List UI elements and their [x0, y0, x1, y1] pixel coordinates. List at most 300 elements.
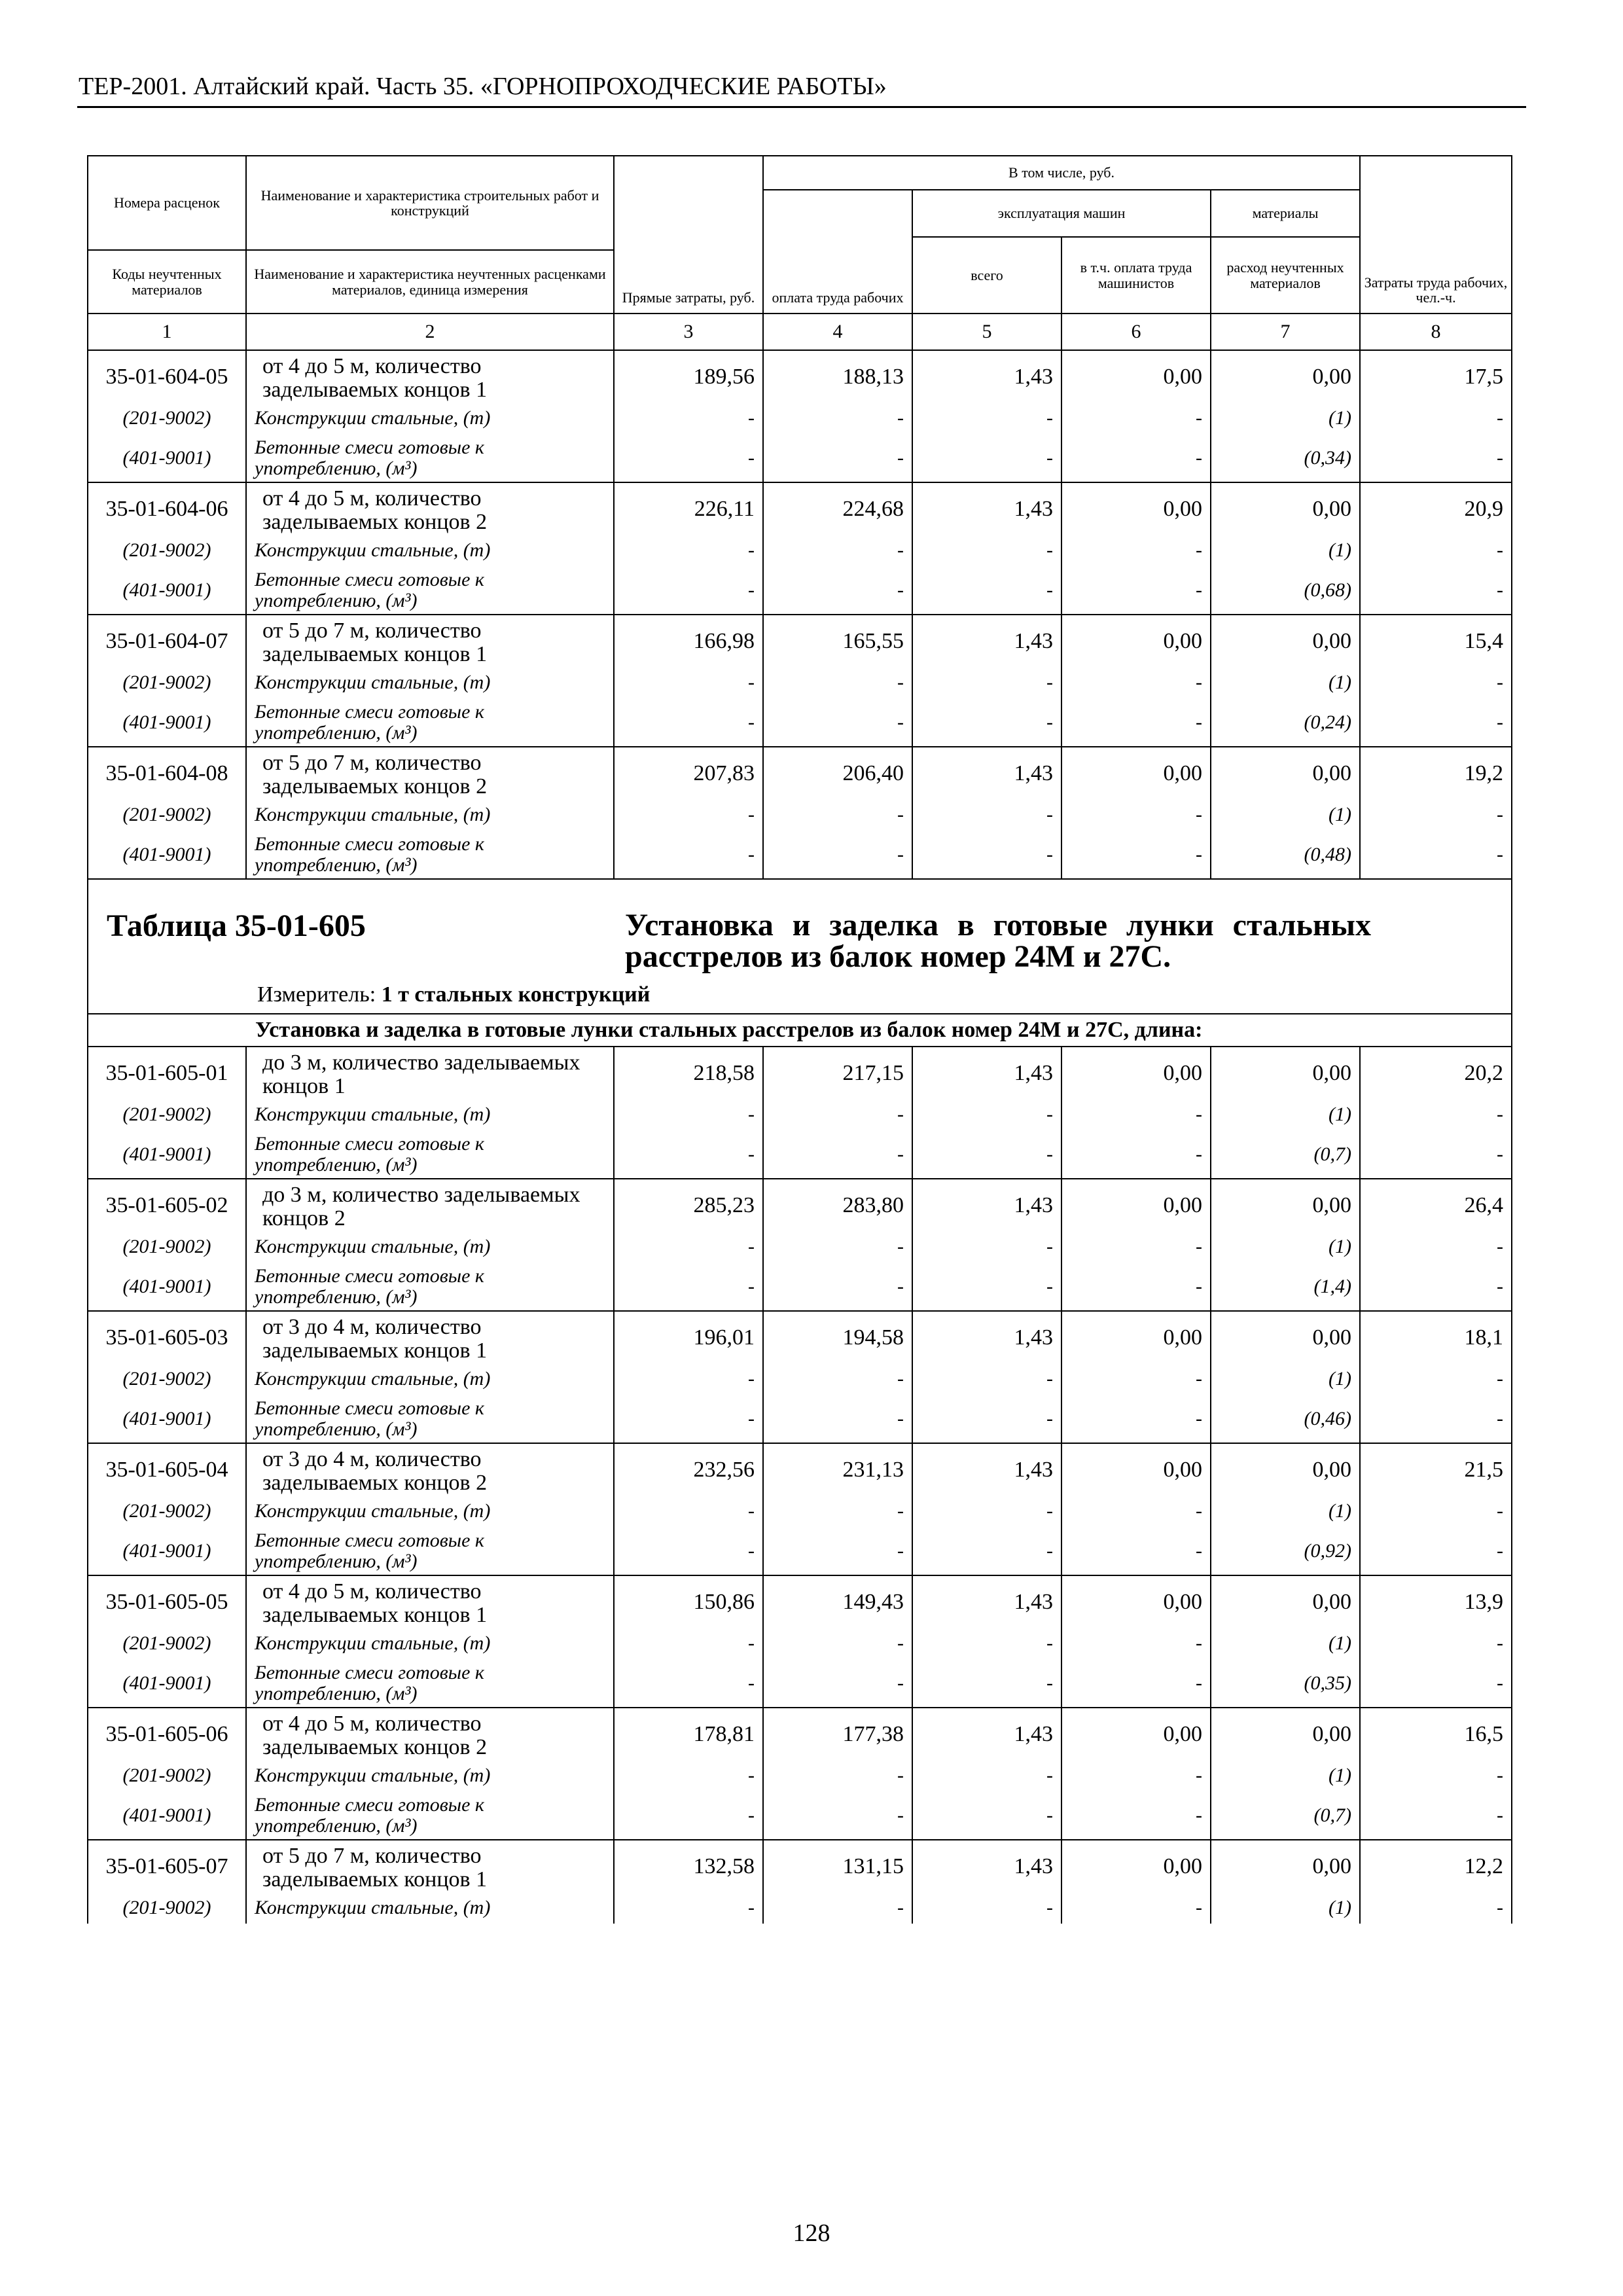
header-work-name: Наименование и характеристика строительных работ и конструкций: [246, 156, 614, 250]
rate-value: 0,00: [1061, 1840, 1211, 1892]
rate-row: [88, 482, 1512, 535]
header-divider: [77, 106, 1526, 108]
rate-value: 165,55: [763, 615, 912, 667]
material-value: -: [1360, 1263, 1512, 1311]
rate-value: 224,68: [763, 482, 912, 535]
material-value: -: [912, 831, 1061, 879]
material-value: -: [614, 698, 763, 747]
header-rate-numbers: Номера расценок: [88, 156, 246, 250]
rates-table: [87, 155, 1512, 1924]
section-subtitle: Установка и заделка в готовые лунки стальных расстрелов из балок номер 24М и 27С, длина:: [246, 1014, 1512, 1047]
material-row: [88, 1395, 1512, 1443]
rate-value: 16,5: [1360, 1708, 1512, 1760]
rate-row: [88, 350, 1512, 403]
column-number: 7: [1211, 314, 1360, 350]
material-value: (1): [1211, 1628, 1360, 1659]
rate-value: 0,00: [1061, 1443, 1211, 1496]
rate-value: 0,00: [1061, 747, 1211, 799]
material-value: -: [912, 1231, 1061, 1263]
material-value: -: [614, 1527, 763, 1575]
header-direct-costs: Прямые затраты, руб.: [614, 156, 763, 314]
rate-row: [88, 1575, 1512, 1628]
material-value: -: [763, 1496, 912, 1527]
material-value: -: [912, 1659, 1061, 1708]
rate-value: 285,23: [614, 1179, 763, 1231]
material-value: -: [1061, 831, 1211, 879]
material-row: [88, 698, 1512, 747]
rate-value: 0,00: [1061, 1047, 1211, 1099]
material-value: -: [763, 434, 912, 482]
rate-value: 218,58: [614, 1047, 763, 1099]
material-code: (201-9002): [88, 1496, 246, 1527]
rate-code: 35-01-605-07: [88, 1840, 246, 1892]
rate-row: [88, 1443, 1512, 1496]
rate-value: 0,00: [1211, 1443, 1360, 1496]
material-value: -: [912, 799, 1061, 831]
rate-value: 1,43: [912, 350, 1061, 403]
rate-value: 0,00: [1061, 615, 1211, 667]
rate-value: 188,13: [763, 350, 912, 403]
rate-row: [88, 615, 1512, 667]
rate-value: 0,00: [1061, 482, 1211, 535]
material-row: [88, 1659, 1512, 1708]
rate-code: 35-01-605-03: [88, 1311, 246, 1363]
material-value: -: [912, 1496, 1061, 1527]
material-value: -: [912, 434, 1061, 482]
material-code: (401-9001): [88, 566, 246, 615]
material-value: -: [763, 535, 912, 566]
column-number: 2: [246, 314, 614, 350]
material-row: [88, 535, 1512, 566]
material-value: -: [763, 698, 912, 747]
material-code: (401-9001): [88, 1263, 246, 1311]
rate-value: 1,43: [912, 1047, 1061, 1099]
material-name: Бетонные смеси готовые к употреблению, (м³): [246, 1659, 614, 1708]
material-name: Бетонные смеси готовые к употреблению, (м³): [246, 831, 614, 879]
material-value: -: [763, 1263, 912, 1311]
material-row: [88, 831, 1512, 879]
material-code: (201-9002): [88, 403, 246, 434]
material-name: Конструкции стальные, (т): [246, 1231, 614, 1263]
material-value: -: [614, 1496, 763, 1527]
material-value: -: [1061, 1892, 1211, 1924]
rate-value: 1,43: [912, 482, 1061, 535]
material-value: -: [1061, 1395, 1211, 1443]
material-value: -: [614, 1130, 763, 1179]
material-row: [88, 566, 1512, 615]
rate-value: 232,56: [614, 1443, 763, 1496]
material-value: -: [912, 566, 1061, 615]
rate-name: от 4 до 5 м, количество заделываемых концов 2: [246, 482, 614, 535]
material-name: Бетонные смеси готовые к употреблению, (м³): [246, 1263, 614, 1311]
material-value: (1): [1211, 667, 1360, 698]
rate-value: 0,00: [1061, 1575, 1211, 1628]
material-value: -: [1360, 1395, 1512, 1443]
material-value: -: [614, 403, 763, 434]
material-code: (401-9001): [88, 1395, 246, 1443]
material-value: (0,24): [1211, 698, 1360, 747]
material-value: -: [1360, 667, 1512, 698]
material-value: -: [614, 1395, 763, 1443]
material-value: -: [1061, 535, 1211, 566]
material-value: -: [1360, 1496, 1512, 1527]
rate-value: 131,15: [763, 1840, 912, 1892]
material-row: [88, 1892, 1512, 1924]
material-value: -: [614, 1791, 763, 1840]
rate-value: 18,1: [1360, 1311, 1512, 1363]
rate-name: от 5 до 7 м, количество заделываемых концов 1: [246, 615, 614, 667]
rate-value: 0,00: [1211, 615, 1360, 667]
material-row: [88, 1760, 1512, 1791]
rate-row: [88, 1179, 1512, 1231]
material-value: -: [912, 1130, 1061, 1179]
material-value: -: [614, 1892, 763, 1924]
material-value: -: [763, 831, 912, 879]
rate-value: 0,00: [1061, 350, 1211, 403]
material-value: -: [1061, 1496, 1211, 1527]
material-value: (1): [1211, 1496, 1360, 1527]
material-value: (1): [1211, 799, 1360, 831]
rate-code: 35-01-604-08: [88, 747, 246, 799]
rate-name: от 5 до 7 м, количество заделываемых концов 2: [246, 747, 614, 799]
material-name: Бетонные смеси готовые к употреблению, (м³): [246, 1130, 614, 1179]
rate-name: от 5 до 7 м, количество заделываемых концов 1: [246, 1840, 614, 1892]
material-value: -: [1061, 1263, 1211, 1311]
material-name: Конструкции стальные, (т): [246, 403, 614, 434]
material-value: -: [1360, 403, 1512, 434]
material-value: (0,35): [1211, 1659, 1360, 1708]
material-code: (201-9002): [88, 799, 246, 831]
rate-value: 19,2: [1360, 747, 1512, 799]
rate-value: 1,43: [912, 1840, 1061, 1892]
material-row: [88, 1263, 1512, 1311]
rate-value: 1,43: [912, 1708, 1061, 1760]
rate-value: 0,00: [1211, 747, 1360, 799]
section-header: [88, 879, 1512, 1014]
material-row: [88, 434, 1512, 482]
rate-value: 0,00: [1211, 1311, 1360, 1363]
material-value: -: [763, 566, 912, 615]
section-table-label: Таблица 35-01-605: [107, 908, 366, 943]
header-unaccounted-materials: расход неучтенных материалов: [1211, 237, 1360, 314]
material-value: (1): [1211, 1760, 1360, 1791]
rate-value: 1,43: [912, 615, 1061, 667]
material-value: (1): [1211, 1363, 1360, 1395]
material-value: (1): [1211, 1892, 1360, 1924]
rate-value: 1,43: [912, 1443, 1061, 1496]
column-number: 4: [763, 314, 912, 350]
material-value: (1): [1211, 403, 1360, 434]
material-code: (401-9001): [88, 434, 246, 482]
material-value: -: [1061, 1628, 1211, 1659]
material-value: -: [1360, 566, 1512, 615]
rate-code: 35-01-605-02: [88, 1179, 246, 1231]
header-material-name: Наименование и характеристика неучтенных расценками материалов, единица измерения: [246, 250, 614, 314]
material-value: -: [1061, 698, 1211, 747]
material-name: Конструкции стальные, (т): [246, 1760, 614, 1791]
rate-value: 0,00: [1211, 1575, 1360, 1628]
rate-code: 35-01-604-05: [88, 350, 246, 403]
rate-name: от 3 до 4 м, количество заделываемых концов 2: [246, 1443, 614, 1496]
material-code: (401-9001): [88, 1791, 246, 1840]
rate-row: [88, 747, 1512, 799]
rate-value: 206,40: [763, 747, 912, 799]
material-value: -: [1360, 1363, 1512, 1395]
material-name: Конструкции стальные, (т): [246, 1496, 614, 1527]
rate-code: 35-01-605-04: [88, 1443, 246, 1496]
material-name: Бетонные смеси готовые к употреблению, (м³): [246, 698, 614, 747]
rate-value: 0,00: [1211, 482, 1360, 535]
material-code: (401-9001): [88, 1659, 246, 1708]
material-value: -: [1061, 1760, 1211, 1791]
material-value: -: [614, 831, 763, 879]
material-value: (0,68): [1211, 566, 1360, 615]
section-title: Установка и заделка в готовые лунки стальных расстрелов из балок номер 24М и 27С.: [625, 908, 1371, 974]
rate-value: 13,9: [1360, 1575, 1512, 1628]
material-value: -: [1061, 1231, 1211, 1263]
rate-value: 21,5: [1360, 1443, 1512, 1496]
material-value: -: [1061, 434, 1211, 482]
section-meter-label: Измеритель:: [257, 982, 376, 1007]
material-value: -: [1360, 535, 1512, 566]
material-code: (401-9001): [88, 1527, 246, 1575]
material-code: (201-9002): [88, 1363, 246, 1395]
rate-row: [88, 1840, 1512, 1892]
material-name: Конструкции стальные, (т): [246, 1363, 614, 1395]
material-value: -: [763, 1760, 912, 1791]
material-value: -: [614, 1760, 763, 1791]
material-value: -: [1360, 698, 1512, 747]
header-machinist-pay: в т.ч. оплата труда машинистов: [1061, 237, 1211, 314]
section-meter-value: 1 т стальных конструкций: [381, 982, 651, 1007]
material-code: (201-9002): [88, 1760, 246, 1791]
rate-code: 35-01-605-05: [88, 1575, 246, 1628]
material-value: (1): [1211, 1099, 1360, 1130]
material-value: (0,7): [1211, 1130, 1360, 1179]
material-value: -: [614, 535, 763, 566]
material-name: Конструкции стальные, (т): [246, 799, 614, 831]
material-value: (0,46): [1211, 1395, 1360, 1443]
material-value: -: [912, 1628, 1061, 1659]
material-value: -: [763, 403, 912, 434]
material-row: [88, 1130, 1512, 1179]
header-row-1: [88, 156, 1512, 190]
rate-value: 189,56: [614, 350, 763, 403]
column-number: 6: [1061, 314, 1211, 350]
material-value: -: [1061, 667, 1211, 698]
rate-value: 1,43: [912, 747, 1061, 799]
material-value: -: [912, 1363, 1061, 1395]
material-value: -: [614, 1099, 763, 1130]
material-value: -: [614, 667, 763, 698]
material-value: -: [1360, 1527, 1512, 1575]
material-value: -: [763, 1659, 912, 1708]
rate-value: 166,98: [614, 615, 763, 667]
material-value: -: [763, 1363, 912, 1395]
material-name: Конструкции стальные, (т): [246, 1099, 614, 1130]
material-code: (201-9002): [88, 1231, 246, 1263]
material-value: -: [763, 1791, 912, 1840]
material-row: [88, 1099, 1512, 1130]
header-including: В том числе, руб.: [763, 156, 1360, 190]
header-machine-operation: эксплуатация машин: [912, 190, 1211, 237]
rate-name: от 4 до 5 м, количество заделываемых концов 2: [246, 1708, 614, 1760]
material-value: -: [614, 1628, 763, 1659]
material-value: (0,92): [1211, 1527, 1360, 1575]
material-name: Бетонные смеси готовые к употреблению, (м³): [246, 1527, 614, 1575]
material-value: -: [763, 799, 912, 831]
page-header-title: ТЕР-2001. Алтайский край. Часть 35. «ГОРНОПРОХОДЧЕСКИЕ РАБОТЫ»: [79, 73, 887, 100]
rate-value: 149,43: [763, 1575, 912, 1628]
material-value: -: [1061, 566, 1211, 615]
material-value: -: [1360, 434, 1512, 482]
material-value: -: [763, 1231, 912, 1263]
material-value: -: [912, 1527, 1061, 1575]
rate-value: 0,00: [1061, 1311, 1211, 1363]
material-row: [88, 403, 1512, 434]
column-numbers-row: [88, 314, 1512, 350]
material-value: -: [1061, 1659, 1211, 1708]
rate-name: от 4 до 5 м, количество заделываемых концов 1: [246, 350, 614, 403]
material-value: -: [763, 1099, 912, 1130]
material-row: [88, 1791, 1512, 1840]
material-name: Конструкции стальные, (т): [246, 667, 614, 698]
header-materials: материалы: [1211, 190, 1360, 237]
material-value: -: [1061, 1363, 1211, 1395]
material-value: -: [614, 434, 763, 482]
page-number: 128: [793, 2219, 830, 2247]
rate-row: [88, 1047, 1512, 1099]
material-value: -: [1360, 1791, 1512, 1840]
material-value: -: [912, 403, 1061, 434]
material-value: -: [912, 1263, 1061, 1311]
material-row: [88, 799, 1512, 831]
rate-value: 178,81: [614, 1708, 763, 1760]
material-code: (401-9001): [88, 698, 246, 747]
material-name: Конструкции стальные, (т): [246, 1628, 614, 1659]
rate-code: 35-01-604-07: [88, 615, 246, 667]
material-value: (0,7): [1211, 1791, 1360, 1840]
material-value: -: [763, 1395, 912, 1443]
rate-value: 26,4: [1360, 1179, 1512, 1231]
material-value: -: [912, 535, 1061, 566]
material-code: (201-9002): [88, 535, 246, 566]
column-number: 3: [614, 314, 763, 350]
section-subtitle-row: [88, 1014, 1512, 1047]
rate-value: 0,00: [1061, 1179, 1211, 1231]
material-value: -: [1360, 1659, 1512, 1708]
rate-name: от 4 до 5 м, количество заделываемых концов 1: [246, 1575, 614, 1628]
rate-value: 0,00: [1211, 350, 1360, 403]
column-number: 1: [88, 314, 246, 350]
rate-value: 177,38: [763, 1708, 912, 1760]
material-value: -: [1061, 1791, 1211, 1840]
material-code: (401-9001): [88, 831, 246, 879]
material-value: -: [912, 698, 1061, 747]
header-labor-costs: Затраты труда рабочих, чел.-ч.: [1360, 156, 1512, 314]
material-name: Бетонные смеси готовые к употреблению, (м³): [246, 1395, 614, 1443]
subtitle-spacer: [88, 1014, 246, 1047]
material-code: (401-9001): [88, 1130, 246, 1179]
rate-name: от 3 до 4 м, количество заделываемых концов 1: [246, 1311, 614, 1363]
material-name: Конструкции стальные, (т): [246, 1892, 614, 1924]
rate-value: 0,00: [1211, 1708, 1360, 1760]
rate-code: 35-01-604-06: [88, 482, 246, 535]
rate-value: 0,00: [1211, 1179, 1360, 1231]
material-value: -: [912, 1760, 1061, 1791]
material-name: Бетонные смеси готовые к употреблению, (м³): [246, 1791, 614, 1840]
material-value: -: [912, 1099, 1061, 1130]
section-header-row: [88, 879, 1512, 1014]
rate-value: 217,15: [763, 1047, 912, 1099]
rate-value: 20,2: [1360, 1047, 1512, 1099]
material-row: [88, 1231, 1512, 1263]
section-meter: [257, 983, 650, 1007]
rate-value: 0,00: [1211, 1840, 1360, 1892]
material-value: -: [1360, 1231, 1512, 1263]
material-value: (0,48): [1211, 831, 1360, 879]
material-value: -: [763, 667, 912, 698]
rate-value: 0,00: [1211, 1047, 1360, 1099]
material-value: -: [1360, 1628, 1512, 1659]
rate-value: 196,01: [614, 1311, 763, 1363]
material-value: -: [614, 1263, 763, 1311]
material-value: -: [912, 1791, 1061, 1840]
material-value: -: [1061, 1527, 1211, 1575]
rate-value: 1,43: [912, 1575, 1061, 1628]
material-row: [88, 667, 1512, 698]
material-value: -: [1360, 831, 1512, 879]
material-value: -: [614, 566, 763, 615]
column-number: 5: [912, 314, 1061, 350]
material-code: (201-9002): [88, 1099, 246, 1130]
material-value: -: [1061, 1099, 1211, 1130]
material-value: -: [1360, 1760, 1512, 1791]
rate-value: 20,9: [1360, 482, 1512, 535]
material-value: -: [1360, 1130, 1512, 1179]
header-machines-total: всего: [912, 237, 1061, 314]
rate-code: 35-01-605-01: [88, 1047, 246, 1099]
rate-value: 1,43: [912, 1179, 1061, 1231]
material-value: -: [1061, 1130, 1211, 1179]
material-value: -: [763, 1892, 912, 1924]
material-value: -: [1360, 1892, 1512, 1924]
rate-value: 194,58: [763, 1311, 912, 1363]
material-value: -: [912, 667, 1061, 698]
material-row: [88, 1496, 1512, 1527]
material-value: -: [1360, 1099, 1512, 1130]
material-value: -: [614, 799, 763, 831]
material-value: -: [1360, 799, 1512, 831]
material-name: Бетонные смеси готовые к употреблению, (м³): [246, 434, 614, 482]
material-value: (1): [1211, 1231, 1360, 1263]
rate-value: 1,43: [912, 1311, 1061, 1363]
material-row: [88, 1628, 1512, 1659]
material-name: Конструкции стальные, (т): [246, 535, 614, 566]
material-value: (1): [1211, 535, 1360, 566]
rate-row: [88, 1708, 1512, 1760]
material-value: -: [763, 1527, 912, 1575]
material-value: -: [763, 1130, 912, 1179]
rate-value: 207,83: [614, 747, 763, 799]
material-code: (201-9002): [88, 1892, 246, 1924]
material-value: -: [614, 1363, 763, 1395]
material-value: -: [912, 1395, 1061, 1443]
header-material-codes: Коды неучтенных материалов: [88, 250, 246, 314]
rate-code: 35-01-605-06: [88, 1708, 246, 1760]
rate-value: 132,58: [614, 1840, 763, 1892]
material-value: -: [912, 1892, 1061, 1924]
